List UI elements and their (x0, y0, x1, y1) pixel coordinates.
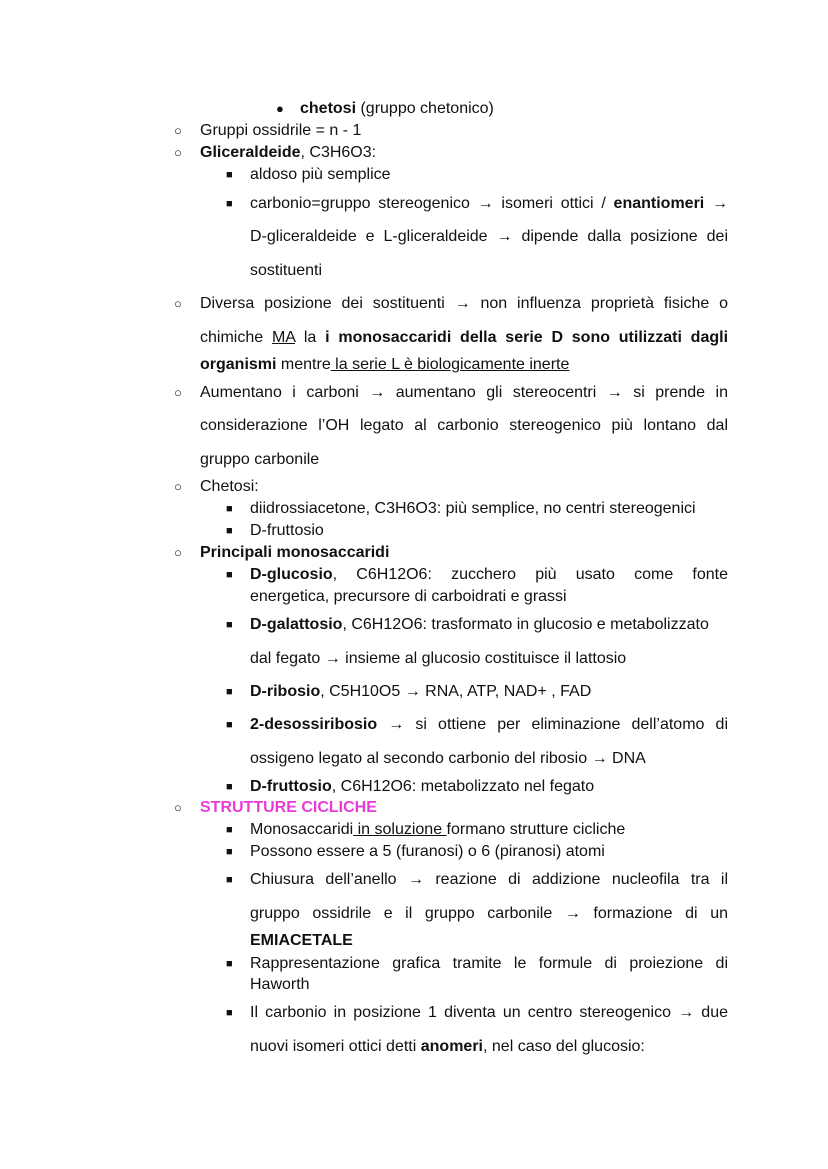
bullet-circle: ○ (174, 800, 182, 815)
text-line: D-gliceraldeide e L-gliceraldeide → dipende dalla posizione dei (250, 228, 728, 245)
bullet-square: ■ (226, 503, 233, 515)
text-line: Diversa posizione dei sostituenti → non influenza proprietà fisiche o (200, 295, 728, 312)
bullet-square: ■ (226, 824, 233, 836)
bullet-square: ■ (226, 958, 233, 970)
bullet-square: ■ (226, 198, 233, 210)
text-line: D-fruttosio (250, 522, 324, 539)
text-line: chetosi (gruppo chetonico) (300, 100, 494, 117)
bullet-circle: ○ (174, 123, 182, 138)
text-line: nuovi isomeri ottici detti anomeri, nel caso del glucosio: (250, 1038, 645, 1055)
bullet-dot: ● (276, 101, 284, 116)
bullet-square: ■ (226, 846, 233, 858)
text-line: carbonio=gruppo stereogenico → isomeri ottici / enantiomeri → (250, 195, 728, 212)
text-line: Rappresentazione grafica tramite le formule di proiezione di (250, 955, 728, 972)
text-line: organismi mentre la serie L è biologicamente inerte (200, 356, 570, 373)
bullet-circle: ○ (174, 296, 182, 311)
text-line: Chetosi: (200, 478, 259, 495)
bullet-square: ■ (226, 525, 233, 537)
text-line: Gliceraldeide, C3H6O3: (200, 144, 377, 161)
text-line: Principali monosaccaridi (200, 544, 390, 561)
text-line: energetica, precursore di carboidrati e grassi (250, 588, 567, 605)
bullet-square: ■ (226, 619, 233, 631)
text-line: diidrossiacetone, C3H6O3: più semplice, no centri stereogenici (250, 500, 696, 517)
bullet-square: ■ (226, 169, 233, 181)
text-line: gruppo carbonile (200, 451, 320, 468)
text-line: aldoso più semplice (250, 166, 391, 183)
text-line: considerazione l’OH legato al carbonio stereogenico più lontano dal (200, 417, 728, 434)
bullet-circle: ○ (174, 145, 182, 160)
text-line: Possono essere a 5 (furanosi) o 6 (piranosi) atomi (250, 843, 605, 860)
text-line: 2-desossiribosio → si ottiene per eliminazione dell’atomo di (250, 716, 728, 733)
bullet-circle: ○ (174, 545, 182, 560)
text-line: D-fruttosio, C6H12O6: metabolizzato nel fegato (250, 778, 595, 795)
bullet-circle: ○ (174, 479, 182, 494)
text-line: ossigeno legato al secondo carbonio del ribosio → DNA (250, 750, 646, 767)
text-line: sostituenti (250, 262, 323, 279)
text-line: Aumentano i carboni → aumentano gli stereocentri → si prende in (200, 384, 728, 401)
text-line: Monosaccaridi in soluzione formano strutture cicliche (250, 821, 626, 838)
text-line: Il carbonio in posizione 1 diventa un centro stereogenico → due (250, 1004, 728, 1021)
bullet-square: ■ (226, 686, 233, 698)
text-line: Haworth (250, 976, 310, 993)
text-line: Gruppi ossidrile = n - 1 (200, 122, 362, 139)
text-line: D-galattosio, C6H12O6: trasformato in glucosio e metabolizzato (250, 616, 709, 633)
text-line: D-ribosio, C5H10O5 → RNA, ATP, NAD+ , FAD (250, 683, 592, 700)
section-heading: STRUTTURE CICLICHE (200, 799, 377, 816)
text-line: gruppo ossidrile e il gruppo carbonile → formazione di un (250, 905, 728, 922)
text-line: dal fegato → insieme al glucosio costituisce il lattosio (250, 650, 627, 667)
bullet-square: ■ (226, 569, 233, 581)
bullet-square: ■ (226, 781, 233, 793)
text-line: EMIACETALE (250, 932, 353, 949)
bullet-square: ■ (226, 1007, 233, 1019)
bullet-circle: ○ (174, 385, 182, 400)
bullet-square: ■ (226, 719, 233, 731)
text-line: D-glucosio, C6H12O6: zucchero più usato come fonte (250, 566, 728, 583)
text-line: Chiusura dell’anello → reazione di addizione nucleofila tra il (250, 871, 728, 888)
text-line: chimiche MA la i monosaccaridi della serie D sono utilizzati dagli (200, 329, 729, 346)
bullet-square: ■ (226, 874, 233, 886)
